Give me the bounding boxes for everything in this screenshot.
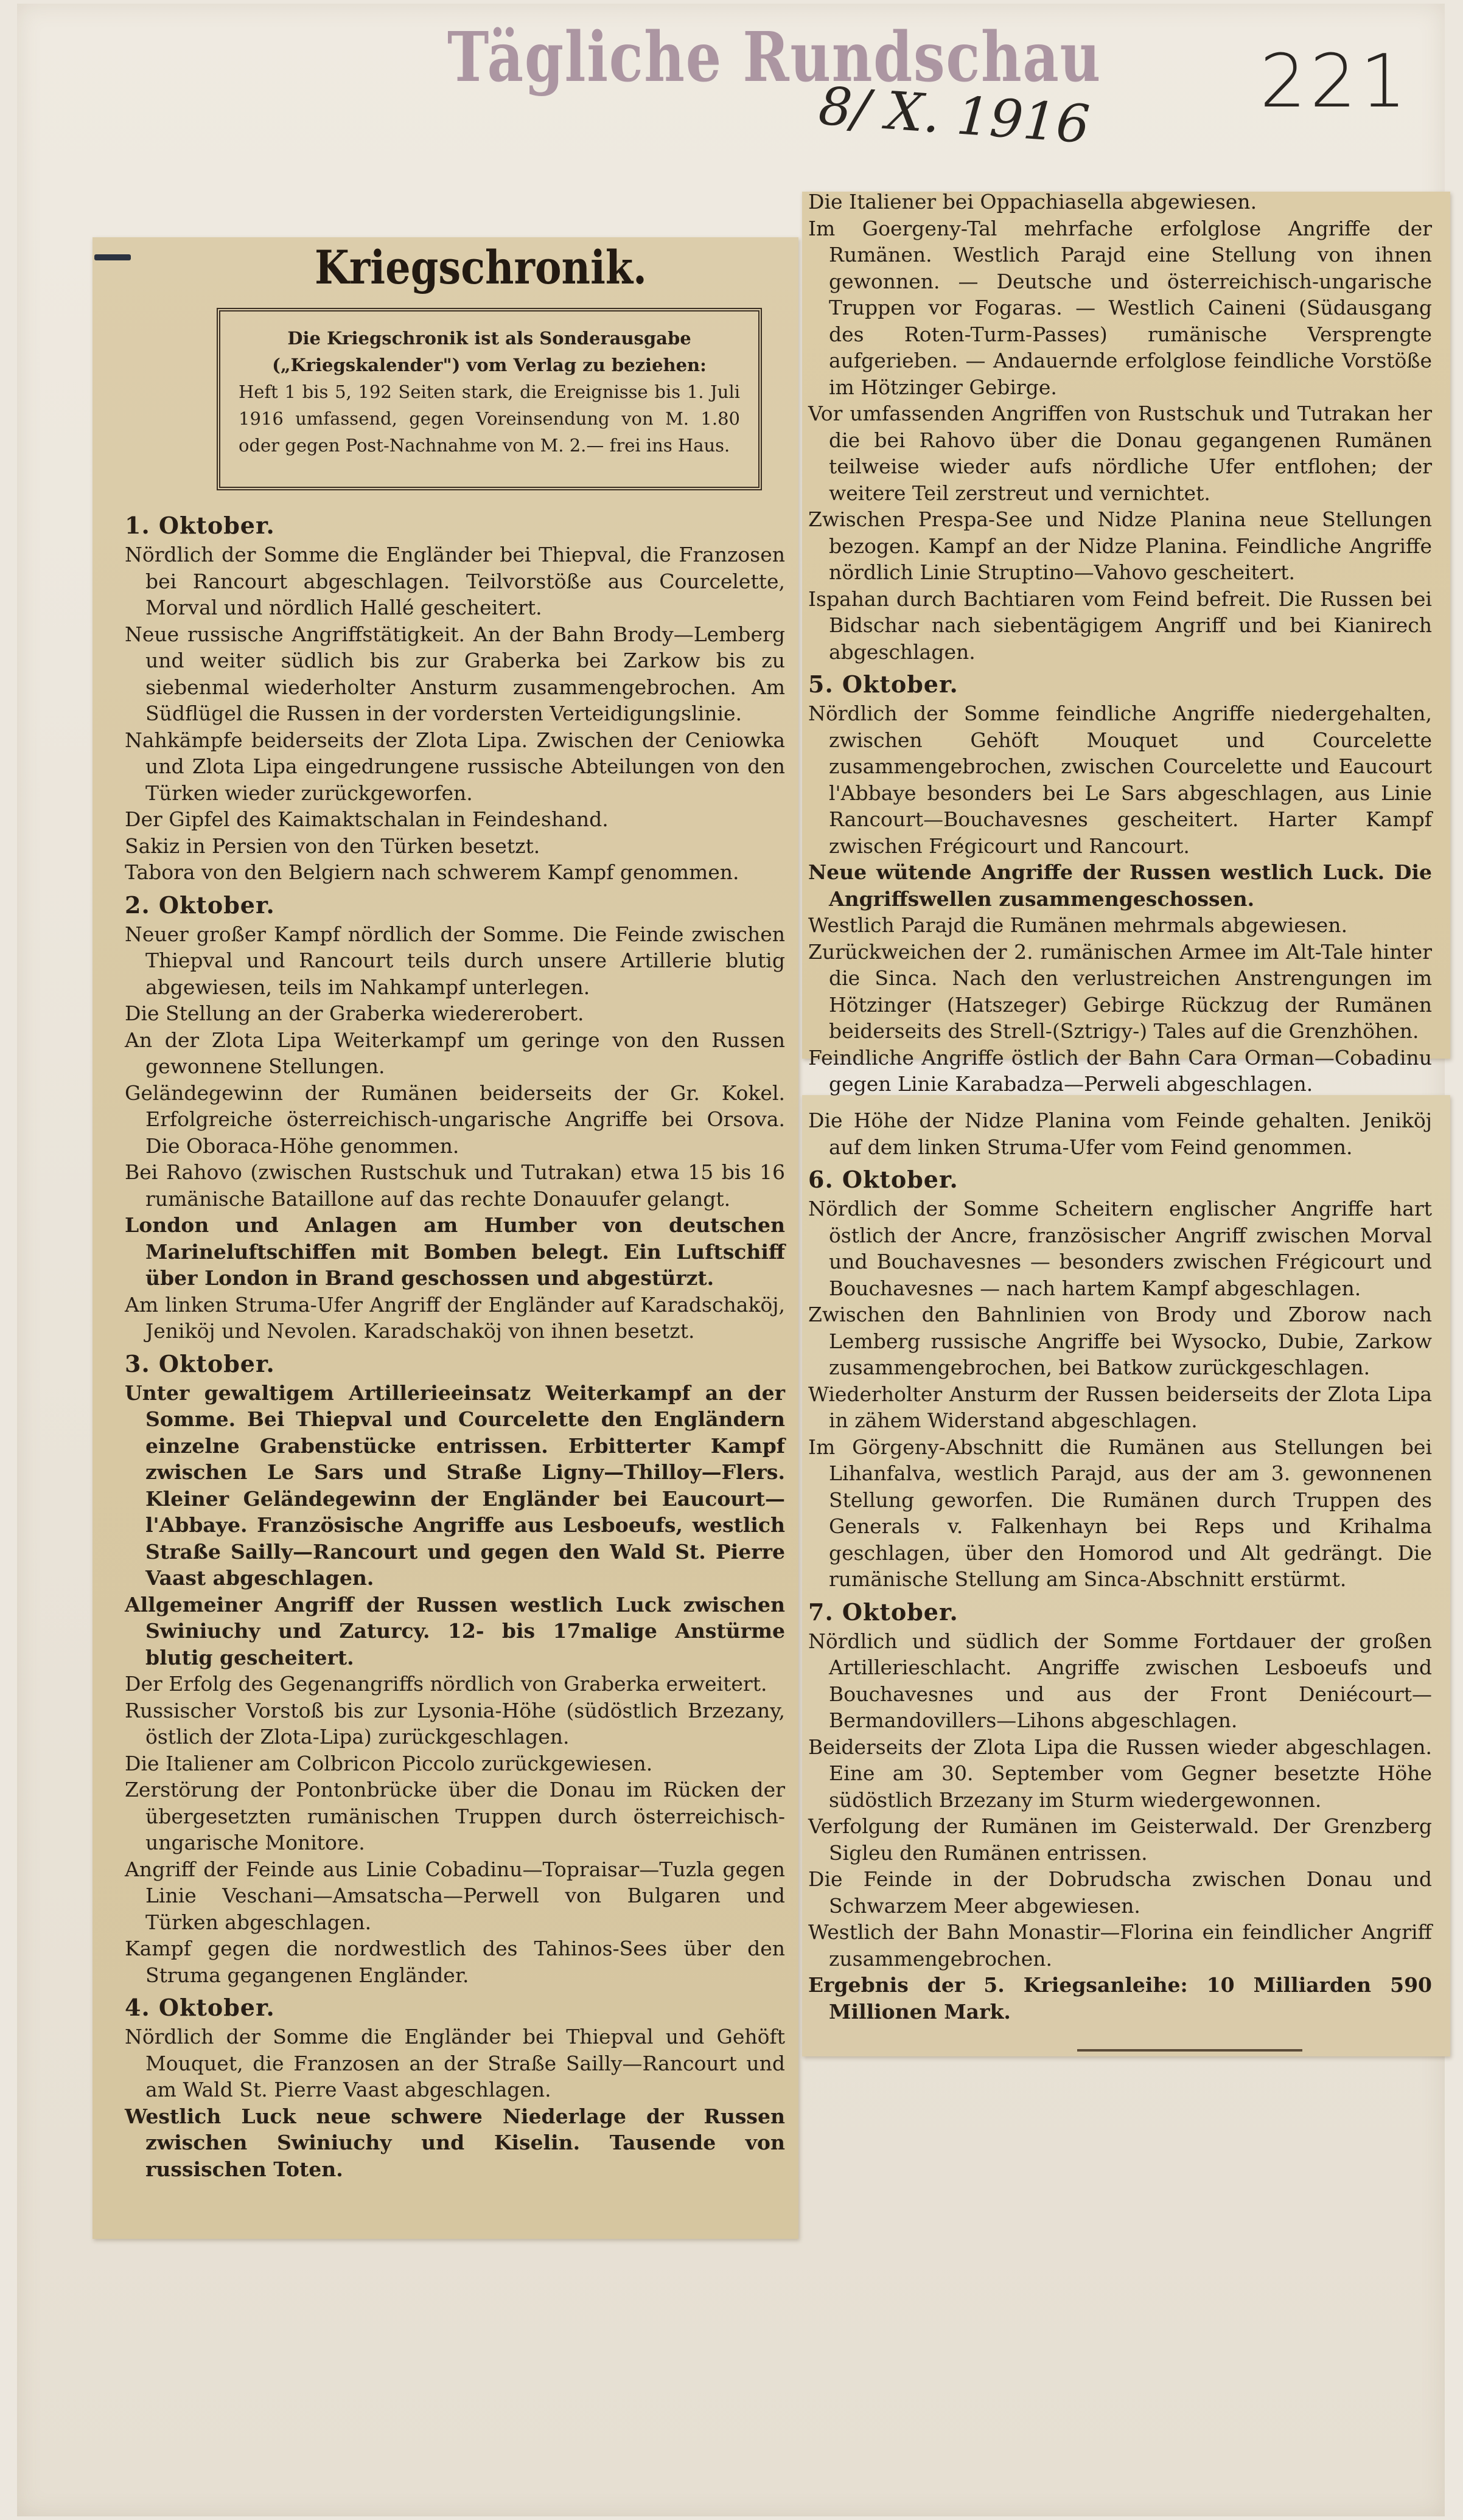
handwritten-date: 8/ X. 1916 — [817, 75, 1092, 156]
chronicle-entry: Zerstörung der Pontonbrücke über die Donau im Rücken der übergesetzten rumänischen Truppen durch österreichisch-ungarische Monitore. — [125, 1778, 785, 1854]
chronicle-entry: Vor umfassenden Angriffen von Rustschuk und Tutrakan her die bei Rahovo über die Donau gegangenen Rumänen teilweise wieder aufs nördliche Ufer entflohen; der weitere Teil zerstreut und vernichtet. — [808, 402, 1432, 505]
chronicle-entry: Neuer großer Kampf nördlich der Somme. Die Feinde zwischen Thiepval und Rancourt teils durch unsere Artillerie blutig abgewiesen, teils im Nahkampf unterlegen. — [125, 922, 785, 999]
newspaper-name-stamp: Tägliche Rundschau — [447, 18, 1102, 97]
chronicle-entry: Bei Rahovo (zwischen Rustschuk und Tutrakan) etwa 15 bis 16 rumänische Bataillone auf das rechte Donauufer gelangt. — [125, 1160, 785, 1211]
chronicle-entry: Die Feinde in der Dobrudscha zwischen Donau und Schwarzem Meer abgewiesen. — [808, 1867, 1432, 1918]
notice-line-2: Heft 1 bis 5, 192 Seiten stark, die Ereignisse bis 1. Juli 1916 umfassend, gegen Voreinsendung von M. 1.80 oder gegen Post-Nachnahme von M. 2.— frei ins Haus. — [239, 381, 740, 456]
chronicle-entry: Nördlich und südlich der Somme Fortdauer der großen Artillerieschlacht. Angriffe zwischen Lesboeufs und Bouchavesnes und aus der Front Deniécourt—Bermandovillers—Lihons abgeschlagen. — [808, 1629, 1432, 1732]
right-bottom-column — [808, 1107, 1432, 2025]
chronicle-entry: Die Höhe der Nidze Planina vom Feinde gehalten. Jeniköj auf dem linken Struma-Ufer vom Feind genommen. — [808, 1109, 1432, 1159]
chronicle-entry: Die Italiener bei Oppachiasella abgewiesen. — [808, 190, 1257, 214]
chronicle-entry: Tabora von den Belgiern nach schwerem Kampf genommen. — [125, 860, 739, 884]
chronicle-entry: Nördlich der Somme feindliche Angriffe niedergehalten, zwischen Gehöft Mouquet und Courcelette zusammengebrochen, zwischen Courcelette und Eaucourt l'Abbaye besonders bei Le Sars abgeschlagen, aus Linie Rancourt—Bouchavesnes gescheitert. Harter Kampf zwischen Frégicourt und Rancourt. — [808, 701, 1432, 858]
chronicle-entry: Kampf gegen die nordwestlich des Tahinos-Sees über den Struma gegangenen Engländer. — [125, 1937, 785, 1987]
chronicle-entry: Westlich Parajd die Rumänen mehrmals abgewiesen. — [808, 913, 1348, 937]
chronicle-entry: Angriff der Feinde aus Linie Cobadinu—Topraisar—Tuzla gegen Linie Veschani—Amsatscha—Perwell von Bulgaren und Türken abgeschlagen. — [125, 1857, 785, 1934]
chronicle-entry: Allgemeiner Angriff der Russen westlich Luck zwischen Swiniuchy und Zaturcy. 12- bis 17malige Anstürme blutig gescheitert. — [125, 1592, 785, 1669]
date-heading: 5. Oktober. — [808, 670, 958, 698]
chronicle-entry: Nördlich der Somme Scheitern englischer Angriffe hart östlich der Ancre, französischer Angriff zwischen Morval und Bouchavesnes — besonders zwischen Frégicourt und Bouchavesnes — nach hartem Kampf abgeschlagen. — [808, 1197, 1432, 1300]
chronicle-entry: Nördlich der Somme die Engländer bei Thiepval, die Franzosen bei Rancourt abgeschlagen. Teilvorstöße aus Courcelette, Morval und nördlich Hallé gescheitert. — [125, 543, 785, 619]
date-heading: 6. Oktober. — [808, 1166, 958, 1193]
chronicle-entry: Beiderseits der Zlota Lipa die Russen wieder abgeschlagen. Eine am 30. September vom Gegner besetzte Höhe südöstlich Brzezany im Sturm wiedergewonnen. — [808, 1735, 1432, 1812]
article-title: Kriegschronik. — [315, 240, 647, 294]
chronicle-entry: Unter gewaltigem Artillerieeinsatz Weiterkampf an der Somme. Bei Thiepval und Courcelette den Engländern einzelne Grabenstücke entrissen. Erbitterter Kampf zwischen Le Sars und Straße Ligny—Thilloy—Flers. Kleiner Geländegewinn der Engländer bei Eaucourt—l'Abbaye. Französische Angriffe aus Lesboeufs, westlich Straße Sailly—Rancourt und gegen den Wald St. Pierre Vaast abgeschlagen. — [125, 1380, 785, 1590]
chronicle-entry: Zurückweichen der 2. rumänischen Armee im Alt-Tale hinter die Sinca. Nach den verlustreichen Anstrengungen im Hötzinger (Hatszeger) Gebirge Rückzug der Rumänen beiderseits des Strell-(Sztrigy-) Tales auf die Grenzhöhen. — [808, 939, 1432, 1043]
date-heading: 3. Oktober. — [125, 1349, 275, 1377]
right-top-column — [808, 189, 1432, 1098]
chronicle-entry: Westlich Luck neue schwere Niederlage der Russen zwischen Swiniuchy und Kiselin. Tausende von russischen Toten. — [125, 2104, 785, 2181]
handwritten-page-number: 221 — [1260, 40, 1411, 124]
chronicle-entry: Zwischen Prespa-See und Nidze Planina neue Stellungen bezogen. Kampf an der Nidze Planina. Feindliche Angriffe nördlich Linie Struptino—Vahovo gescheitert. — [808, 507, 1432, 584]
chronicle-entry: Im Goergeny-Tal mehrfache erfolglose Angriffe der Rumänen. Westlich Parajd eine Stellung von ihnen gewonnen. — Deutsche und österreichisch-ungarische Truppen vor Fogaras. — Westlich Caineni (Südausgang des Roten-Turm-Passes) rumänische Versprengte aufgerieben. — Andauernde erfolglose feindliche Vorstöße im Hötzinger Gebirge. — [808, 216, 1432, 399]
date-heading: 1. Oktober. — [125, 512, 275, 539]
chronicle-entry: An der Zlota Lipa Weiterkampf um geringe von den Russen gewonnene Stellungen. — [125, 1028, 785, 1078]
chronicle-entry: Der Erfolg des Gegenangriffs nördlich von Graberka erweitert. — [125, 1672, 767, 1696]
chronicle-entry: Die Stellung an der Graberka wiedererobert. — [125, 1001, 584, 1025]
chronicle-entry: Neue wütende Angriffe der Russen westlich Luck. Die Angriffswellen zusammengeschossen. — [808, 860, 1432, 911]
chronicle-entry: Die Italiener am Colbricon Piccolo zurückgewiesen. — [125, 1751, 653, 1775]
notice-box — [217, 308, 762, 490]
chronicle-entry: Im Görgeny-Abschnitt die Rumänen aus Stellungen bei Lihanfalva, westlich Parajd, aus der am 3. gewonnenen Stellung geworfen. Die Rumänen durch Truppen des Generals v. Falkenhayn bei Reps und Krihalma geschlagen, über den Homorod und Alt gedrängt. Die rumänische Stellung am Sinca-Abschnitt erstürmt. — [808, 1435, 1432, 1591]
chronicle-entry: Ispahan durch Bachtiaren vom Feind befreit. Die Russen bei Bidschar nach siebentägigem Angriff und bei Kianirech abgeschlagen. — [808, 586, 1432, 664]
date-heading: 2. Oktober. — [125, 891, 275, 919]
chronicle-entry: Feindliche Angriffe östlich der Bahn Cara Orman—Cobadinu gegen Linie Karabadza—Perweli abgeschlagen. — [808, 1045, 1432, 1096]
chronicle-entry: London und Anlagen am Humber von deutschen Marineluftschiffen mit Bomben belegt. Ein Luftschiff über London in Brand geschossen und abgestürzt. — [125, 1213, 785, 1290]
chronicle-entry: Russischer Vorstoß bis zur Lysonia-Höhe (südöstlich Brzezany, östlich der Zlota-Lipa) zurückgeschlagen. — [125, 1698, 785, 1749]
end-rule — [1077, 2049, 1302, 2052]
date-heading: 4. Oktober. — [125, 1994, 275, 2021]
left-column — [125, 506, 785, 2182]
chronicle-entry: Sakiz in Persien von den Türken besetzt. — [125, 834, 540, 858]
chronicle-entry: Wiederholter Ansturm der Russen beiderseits der Zlota Lipa in zähem Widerstand abgeschlagen. — [808, 1382, 1432, 1432]
chronicle-entry: Ergebnis der 5. Kriegsanleihe: 10 Milliarden 590 Millionen Mark. — [808, 1973, 1432, 2024]
pencil-mark — [94, 254, 131, 260]
chronicle-entry: Geländegewinn der Rumänen beiderseits der Gr. Kokel. Erfolgreiche österreichisch-ungarische Angriffe bei Orsova. Die Oboraca-Höhe genommen. — [125, 1081, 785, 1158]
notice-line-1: Die Kriegschronik ist als Sonderausgabe („Kriegskalender") vom Verlag zu beziehen: — [272, 328, 707, 375]
chronicle-entry: Neue russische Angriffstätigkeit. An der Bahn Brody—Lemberg und weiter südlich bis zur Graberka bei Zarkow bis zu siebenmal wiederholter Ansturm zusammengebrochen. Am Südflügel die Russen in der vordersten Verteidigungslinie. — [125, 622, 785, 725]
chronicle-entry: Am linken Struma-Ufer Angriff der Engländer auf Karadschaköj, Jeniköj und Nevolen. Karadschaköj von ihnen besetzt. — [125, 1292, 785, 1343]
chronicle-entry: Westlich der Bahn Monastir—Florina ein feindlicher Angriff zusammengebrochen. — [808, 1920, 1432, 1971]
date-heading: 7. Oktober. — [808, 1598, 958, 1626]
chronicle-entry: Verfolgung der Rumänen im Geisterwald. Der Grenzberg Sigleu den Rumänen entrissen. — [808, 1814, 1432, 1865]
chronicle-entry: Nahkämpfe beiderseits der Zlota Lipa. Zwischen der Ceniowka und Zlota Lipa eingedrungene russische Abteilungen von den Türken wieder zurückgeworfen. — [125, 728, 785, 805]
chronicle-entry: Der Gipfel des Kaimaktschalan in Feindeshand. — [125, 807, 609, 831]
chronicle-entry: Zwischen den Bahnlinien von Brody und Zborow nach Lemberg russische Angriffe bei Wysocko, Dubie, Zarkow zusammengebrochen, bei Batkow zurückgeschlagen. — [808, 1303, 1432, 1379]
chronicle-entry: Nördlich der Somme die Engländer bei Thiepval und Gehöft Mouquet, die Franzosen an der Straße Sailly—Rancourt und am Wald St. Pierre Vaast abgeschlagen. — [125, 2025, 785, 2101]
